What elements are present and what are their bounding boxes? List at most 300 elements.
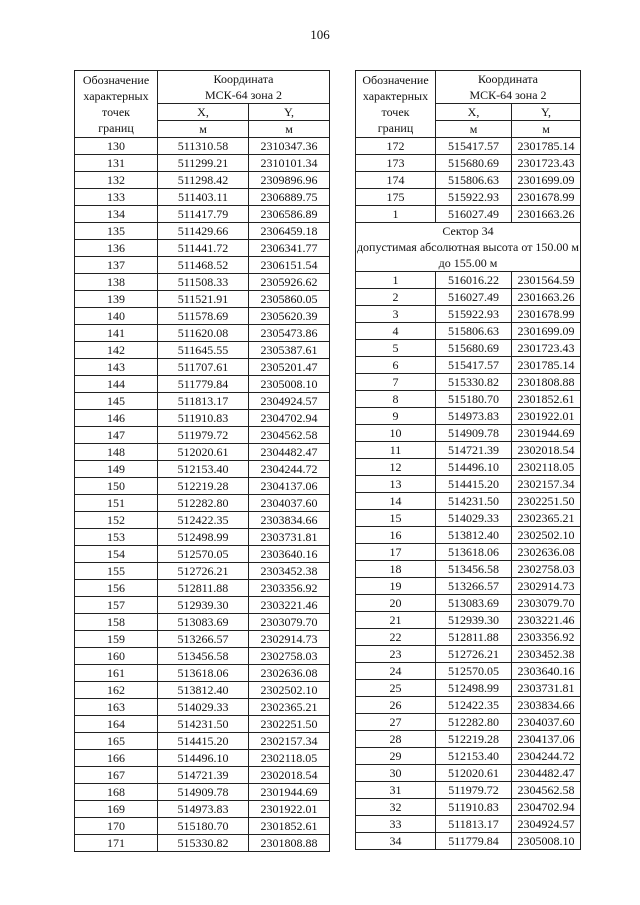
- y-coordinate-cell: 2301808.88: [512, 374, 581, 391]
- table-row: [356, 289, 581, 306]
- x-coordinate-cell: 511979.72: [436, 782, 512, 799]
- table-row: [75, 359, 330, 376]
- y-coordinate-cell: 2302157.34: [512, 476, 581, 493]
- point-number-cell: 16: [356, 527, 436, 544]
- x-coordinate-cell: 515330.82: [158, 835, 249, 852]
- point-number-cell: 143: [75, 359, 158, 376]
- y-coordinate-cell: 2303834.66: [512, 697, 581, 714]
- x-coordinate-cell: 515922.93: [436, 306, 512, 323]
- point-number-cell: 26: [356, 697, 436, 714]
- x-coordinate-cell: 515180.70: [436, 391, 512, 408]
- x-coordinate-cell: 511578.69: [158, 308, 249, 325]
- point-number-cell: 23: [356, 646, 436, 663]
- point-number-cell: 133: [75, 189, 158, 206]
- table-row: [356, 391, 581, 408]
- x-coordinate-cell: 512726.21: [436, 646, 512, 663]
- x-unit: м: [436, 121, 512, 138]
- table-row: [75, 444, 330, 461]
- point-number-cell: 163: [75, 699, 158, 716]
- coordinate-header: [436, 71, 581, 104]
- x-axis-header: X,: [158, 104, 249, 121]
- point-number-cell: 154: [75, 546, 158, 563]
- y-coordinate-cell: 2302118.05: [249, 750, 330, 767]
- y-coordinate-cell: 2304244.72: [512, 748, 581, 765]
- point-number-cell: 169: [75, 801, 158, 818]
- y-coordinate-cell: 2305860.05: [249, 291, 330, 308]
- point-number-cell: 140: [75, 308, 158, 325]
- point-number-cell: 175: [356, 189, 436, 206]
- table-row: [75, 240, 330, 257]
- coordinates-table-right: [355, 70, 581, 850]
- y-coordinate-cell: 2302365.21: [512, 510, 581, 527]
- point-number-cell: 146: [75, 410, 158, 427]
- table-row: [75, 648, 330, 665]
- page-number: 106: [310, 27, 330, 42]
- table-row: [356, 833, 581, 850]
- x-coordinate-cell: 512811.88: [436, 629, 512, 646]
- y-axis-header: Y,: [249, 104, 330, 121]
- point-number-cell: 134: [75, 206, 158, 223]
- x-coordinate-cell: 511417.79: [158, 206, 249, 223]
- coordinate-header: [158, 71, 330, 104]
- point-number-cell: 172: [356, 138, 436, 155]
- y-coordinate-cell: 2305008.10: [249, 376, 330, 393]
- table-row: [75, 580, 330, 597]
- point-number-cell: 2: [356, 289, 436, 306]
- x-coordinate-cell: 514973.83: [436, 408, 512, 425]
- table-row: [75, 206, 330, 223]
- sector-height-limit: допустимая абсолютная высота от 150.00 м до 155.00 м: [356, 240, 580, 270]
- x-coordinate-cell: 516027.49: [436, 206, 512, 223]
- x-coordinate-cell: 514231.50: [158, 716, 249, 733]
- x-coordinate-cell: 515922.93: [436, 189, 512, 206]
- y-unit: м: [249, 121, 330, 138]
- point-number-cell: 158: [75, 614, 158, 631]
- table-row: [356, 206, 581, 223]
- y-coordinate-cell: 2301785.14: [512, 138, 581, 155]
- y-coordinate-cell: 2302914.73: [512, 578, 581, 595]
- point-number-cell: 29: [356, 748, 436, 765]
- x-coordinate-cell: 512219.28: [436, 731, 512, 748]
- point-number-cell: 1: [356, 206, 436, 223]
- y-coordinate-cell: 2306151.54: [249, 257, 330, 274]
- table-row: [356, 595, 581, 612]
- table-row: [356, 459, 581, 476]
- point-number-cell: 137: [75, 257, 158, 274]
- point-number-cell: 168: [75, 784, 158, 801]
- table-row: [356, 442, 581, 459]
- y-coordinate-cell: 2304137.06: [512, 731, 581, 748]
- table-row: [75, 172, 330, 189]
- point-number-cell: 165: [75, 733, 158, 750]
- point-label-line: точек: [381, 105, 410, 119]
- x-coordinate-cell: 511910.83: [158, 410, 249, 427]
- point-number-cell: 30: [356, 765, 436, 782]
- sector-caption: [356, 223, 581, 272]
- y-coordinate-cell: 2302502.10: [249, 682, 330, 699]
- y-coordinate-cell: 2305201.47: [249, 359, 330, 376]
- y-coordinate-cell: 2310347.36: [249, 138, 330, 155]
- point-number-cell: 13: [356, 476, 436, 493]
- table-row: [75, 801, 330, 818]
- table-row: [356, 697, 581, 714]
- table-row: [356, 306, 581, 323]
- y-coordinate-cell: 2301678.99: [512, 189, 581, 206]
- point-number-cell: 173: [356, 155, 436, 172]
- x-coordinate-cell: 512939.30: [436, 612, 512, 629]
- x-coordinate-cell: 511429.66: [158, 223, 249, 240]
- point-number-cell: 25: [356, 680, 436, 697]
- point-number-cell: 164: [75, 716, 158, 733]
- point-number-cell: 4: [356, 323, 436, 340]
- y-coordinate-cell: 2301564.59: [512, 272, 581, 289]
- point-number-cell: 34: [356, 833, 436, 850]
- point-number-cell: 10: [356, 425, 436, 442]
- point-label-line: границ: [377, 121, 414, 135]
- point-number-cell: 161: [75, 665, 158, 682]
- point-label-header: [75, 71, 158, 138]
- table-row: [75, 223, 330, 240]
- table-row: [75, 376, 330, 393]
- y-coordinate-cell: 2304482.47: [249, 444, 330, 461]
- x-coordinate-cell: 516016.22: [436, 272, 512, 289]
- y-coordinate-cell: 2304037.60: [512, 714, 581, 731]
- point-number-cell: 33: [356, 816, 436, 833]
- y-coordinate-cell: 2304137.06: [249, 478, 330, 495]
- x-coordinate-cell: 511508.33: [158, 274, 249, 291]
- x-coordinate-cell: 512153.40: [158, 461, 249, 478]
- y-coordinate-cell: 2303640.16: [249, 546, 330, 563]
- table-row: [356, 189, 581, 206]
- x-coordinate-cell: 512282.80: [436, 714, 512, 731]
- table-row: [356, 544, 581, 561]
- x-coordinate-cell: 516027.49: [436, 289, 512, 306]
- table-row: [75, 699, 330, 716]
- table-row: [75, 478, 330, 495]
- x-coordinate-cell: 513266.57: [436, 578, 512, 595]
- table-row: [356, 425, 581, 442]
- table-row: [75, 257, 330, 274]
- point-number-cell: 17: [356, 544, 436, 561]
- y-coordinate-cell: 2302157.34: [249, 733, 330, 750]
- point-number-cell: 138: [75, 274, 158, 291]
- x-coordinate-cell: 515680.69: [436, 340, 512, 357]
- table-row: [356, 272, 581, 289]
- x-coordinate-cell: 515806.63: [436, 172, 512, 189]
- x-coordinate-cell: 512570.05: [158, 546, 249, 563]
- y-coordinate-cell: 2309896.96: [249, 172, 330, 189]
- table-row: [356, 323, 581, 340]
- point-number-cell: 15: [356, 510, 436, 527]
- table-row: [75, 189, 330, 206]
- table-row: [75, 733, 330, 750]
- table-row: [75, 342, 330, 359]
- y-coordinate-cell: 2303221.46: [512, 612, 581, 629]
- table-row: [356, 629, 581, 646]
- x-coordinate-cell: 512498.99: [436, 680, 512, 697]
- table-row: [356, 510, 581, 527]
- y-coordinate-cell: 2302018.54: [512, 442, 581, 459]
- point-number-cell: 141: [75, 325, 158, 342]
- point-label-line: Обозначение: [82, 73, 150, 87]
- point-number-cell: 167: [75, 767, 158, 784]
- y-coordinate-cell: 2304562.58: [249, 427, 330, 444]
- table-row: [75, 393, 330, 410]
- point-number-cell: 162: [75, 682, 158, 699]
- y-coordinate-cell: 2306341.77: [249, 240, 330, 257]
- y-coordinate-cell: 2302251.50: [512, 493, 581, 510]
- table-row: [75, 597, 330, 614]
- point-number-cell: 135: [75, 223, 158, 240]
- sector-title: Сектор 34: [442, 224, 494, 238]
- y-coordinate-cell: 2303356.92: [512, 629, 581, 646]
- y-coordinate-cell: 2301808.88: [249, 835, 330, 852]
- point-label-line: характерных: [362, 89, 429, 103]
- point-number-cell: 14: [356, 493, 436, 510]
- x-coordinate-cell: 511310.58: [158, 138, 249, 155]
- y-coordinate-cell: 2303452.38: [249, 563, 330, 580]
- x-coordinate-cell: 512939.30: [158, 597, 249, 614]
- table-row: [75, 716, 330, 733]
- x-coordinate-cell: 513812.40: [158, 682, 249, 699]
- point-number-cell: 32: [356, 799, 436, 816]
- x-coordinate-cell: 515806.63: [436, 323, 512, 340]
- y-coordinate-cell: 2304482.47: [512, 765, 581, 782]
- table-row: [356, 714, 581, 731]
- x-coordinate-cell: 513812.40: [436, 527, 512, 544]
- y-coordinate-cell: 2301852.61: [512, 391, 581, 408]
- y-coordinate-cell: 2304924.57: [249, 393, 330, 410]
- x-coordinate-cell: 512422.35: [436, 697, 512, 714]
- table-row: [356, 408, 581, 425]
- y-coordinate-cell: 2301663.26: [512, 289, 581, 306]
- point-number-cell: 28: [356, 731, 436, 748]
- point-number-cell: 148: [75, 444, 158, 461]
- y-coordinate-cell: 2303640.16: [512, 663, 581, 680]
- x-coordinate-cell: 512726.21: [158, 563, 249, 580]
- x-coordinate-cell: 512020.61: [436, 765, 512, 782]
- y-coordinate-cell: 2302365.21: [249, 699, 330, 716]
- point-number-cell: 5: [356, 340, 436, 357]
- y-coordinate-cell: 2305387.61: [249, 342, 330, 359]
- table-row: [356, 748, 581, 765]
- header-row: [75, 71, 330, 104]
- x-coordinate-cell: 514721.39: [436, 442, 512, 459]
- point-number-cell: 7: [356, 374, 436, 391]
- x-coordinate-cell: 512219.28: [158, 478, 249, 495]
- y-coordinate-cell: 2304702.94: [249, 410, 330, 427]
- table-row: [356, 816, 581, 833]
- point-number-cell: 145: [75, 393, 158, 410]
- table-row: [356, 731, 581, 748]
- point-number-cell: 150: [75, 478, 158, 495]
- x-coordinate-cell: 512020.61: [158, 444, 249, 461]
- x-coordinate-cell: 512422.35: [158, 512, 249, 529]
- y-coordinate-cell: 2303731.81: [512, 680, 581, 697]
- y-unit: м: [512, 121, 581, 138]
- point-label-line: границ: [98, 121, 134, 135]
- y-coordinate-cell: 2301785.14: [512, 357, 581, 374]
- point-number-cell: 155: [75, 563, 158, 580]
- point-number-cell: 24: [356, 663, 436, 680]
- x-coordinate-cell: 514496.10: [158, 750, 249, 767]
- y-coordinate-cell: 2302636.08: [512, 544, 581, 561]
- y-coordinate-cell: 2304702.94: [512, 799, 581, 816]
- table-row: [75, 631, 330, 648]
- left-table-body: [75, 71, 330, 852]
- y-coordinate-cell: 2301678.99: [512, 306, 581, 323]
- point-number-cell: 131: [75, 155, 158, 172]
- point-number-cell: 19: [356, 578, 436, 595]
- y-coordinate-cell: 2301944.69: [249, 784, 330, 801]
- coordinate-system: МСК-64 зона 2: [469, 88, 547, 102]
- point-number-cell: 22: [356, 629, 436, 646]
- x-axis-header: X,: [436, 104, 512, 121]
- y-coordinate-cell: 2302758.03: [249, 648, 330, 665]
- point-number-cell: 157: [75, 597, 158, 614]
- x-coordinate-cell: 514231.50: [436, 493, 512, 510]
- point-number-cell: 20: [356, 595, 436, 612]
- table-row: [75, 325, 330, 342]
- y-coordinate-cell: 2306586.89: [249, 206, 330, 223]
- x-coordinate-cell: 511707.61: [158, 359, 249, 376]
- x-coordinate-cell: 512570.05: [436, 663, 512, 680]
- point-number-cell: 12: [356, 459, 436, 476]
- sector-row: [356, 223, 581, 272]
- point-label-line: характерных: [83, 89, 149, 103]
- y-coordinate-cell: 2301922.01: [249, 801, 330, 818]
- x-coordinate-cell: 514029.33: [436, 510, 512, 527]
- x-coordinate-cell: 511813.17: [158, 393, 249, 410]
- x-coordinate-cell: 511645.55: [158, 342, 249, 359]
- x-coordinate-cell: 513083.69: [158, 614, 249, 631]
- point-number-cell: 151: [75, 495, 158, 512]
- y-coordinate-cell: 2301852.61: [249, 818, 330, 835]
- point-number-cell: 170: [75, 818, 158, 835]
- point-number-cell: 3: [356, 306, 436, 323]
- table-row: [356, 561, 581, 578]
- x-coordinate-cell: 511299.21: [158, 155, 249, 172]
- table-row: [356, 663, 581, 680]
- point-label-line: Обозначение: [362, 73, 429, 87]
- table-row: [356, 357, 581, 374]
- right-table-body: [356, 71, 581, 850]
- y-coordinate-cell: 2301922.01: [512, 408, 581, 425]
- table-row: [356, 172, 581, 189]
- table-row: [75, 546, 330, 563]
- table-row: [75, 461, 330, 478]
- x-coordinate-cell: 514415.20: [158, 733, 249, 750]
- table-row: [75, 410, 330, 427]
- x-coordinate-cell: 513618.06: [158, 665, 249, 682]
- header-row: [356, 71, 581, 104]
- table-row: [75, 682, 330, 699]
- table-row: [75, 818, 330, 835]
- x-coordinate-cell: 515417.57: [436, 357, 512, 374]
- y-coordinate-cell: 2302251.50: [249, 716, 330, 733]
- x-coordinate-cell: 514909.78: [436, 425, 512, 442]
- y-coordinate-cell: 2303221.46: [249, 597, 330, 614]
- table-row: [356, 765, 581, 782]
- y-coordinate-cell: 2303079.70: [249, 614, 330, 631]
- table-row: [75, 274, 330, 291]
- point-number-cell: 171: [75, 835, 158, 852]
- y-coordinate-cell: 2306889.75: [249, 189, 330, 206]
- table-row: [75, 750, 330, 767]
- table-row: [75, 512, 330, 529]
- y-coordinate-cell: 2302118.05: [512, 459, 581, 476]
- table-row: [356, 476, 581, 493]
- y-coordinate-cell: 2305926.62: [249, 274, 330, 291]
- table-row: [75, 784, 330, 801]
- table-row: [75, 291, 330, 308]
- table-row: [356, 493, 581, 510]
- y-coordinate-cell: 2302502.10: [512, 527, 581, 544]
- y-coordinate-cell: 2301723.43: [512, 155, 581, 172]
- x-coordinate-cell: 511620.08: [158, 325, 249, 342]
- x-coordinate-cell: 511468.52: [158, 257, 249, 274]
- table-row: [356, 527, 581, 544]
- point-number-cell: 149: [75, 461, 158, 478]
- table-row: [75, 495, 330, 512]
- point-number-cell: 130: [75, 138, 158, 155]
- y-coordinate-cell: 2306459.18: [249, 223, 330, 240]
- table-row: [75, 427, 330, 444]
- table-row: [356, 612, 581, 629]
- point-number-cell: 152: [75, 512, 158, 529]
- point-number-cell: 156: [75, 580, 158, 597]
- table-row: [356, 578, 581, 595]
- coordinate-system: МСК-64 зона 2: [204, 88, 283, 102]
- x-coordinate-cell: 512811.88: [158, 580, 249, 597]
- coordinate-title: Координата: [213, 72, 274, 86]
- y-coordinate-cell: 2301944.69: [512, 425, 581, 442]
- y-coordinate-cell: 2303731.81: [249, 529, 330, 546]
- table-row: [356, 680, 581, 697]
- y-coordinate-cell: 2301699.09: [512, 172, 581, 189]
- point-number-cell: 166: [75, 750, 158, 767]
- y-coordinate-cell: 2304037.60: [249, 495, 330, 512]
- table-row: [75, 138, 330, 155]
- x-coordinate-cell: 511910.83: [436, 799, 512, 816]
- table-row: [75, 614, 330, 631]
- point-number-cell: 8: [356, 391, 436, 408]
- x-coordinate-cell: 513266.57: [158, 631, 249, 648]
- x-coordinate-cell: 512498.99: [158, 529, 249, 546]
- x-coordinate-cell: 515330.82: [436, 374, 512, 391]
- table-row: [356, 646, 581, 663]
- y-coordinate-cell: 2305008.10: [512, 833, 581, 850]
- x-coordinate-cell: 514721.39: [158, 767, 249, 784]
- x-coordinate-cell: 514973.83: [158, 801, 249, 818]
- y-coordinate-cell: 2304924.57: [512, 816, 581, 833]
- y-coordinate-cell: 2303356.92: [249, 580, 330, 597]
- x-coordinate-cell: 513618.06: [436, 544, 512, 561]
- table-row: [75, 563, 330, 580]
- point-number-cell: 132: [75, 172, 158, 189]
- point-number-cell: 159: [75, 631, 158, 648]
- x-coordinate-cell: 513456.58: [158, 648, 249, 665]
- y-coordinate-cell: 2305620.39: [249, 308, 330, 325]
- point-number-cell: 9: [356, 408, 436, 425]
- x-coordinate-cell: 512153.40: [436, 748, 512, 765]
- point-number-cell: 144: [75, 376, 158, 393]
- x-coordinate-cell: 514909.78: [158, 784, 249, 801]
- x-coordinate-cell: 515180.70: [158, 818, 249, 835]
- y-coordinate-cell: 2302914.73: [249, 631, 330, 648]
- y-coordinate-cell: 2303452.38: [512, 646, 581, 663]
- point-number-cell: 27: [356, 714, 436, 731]
